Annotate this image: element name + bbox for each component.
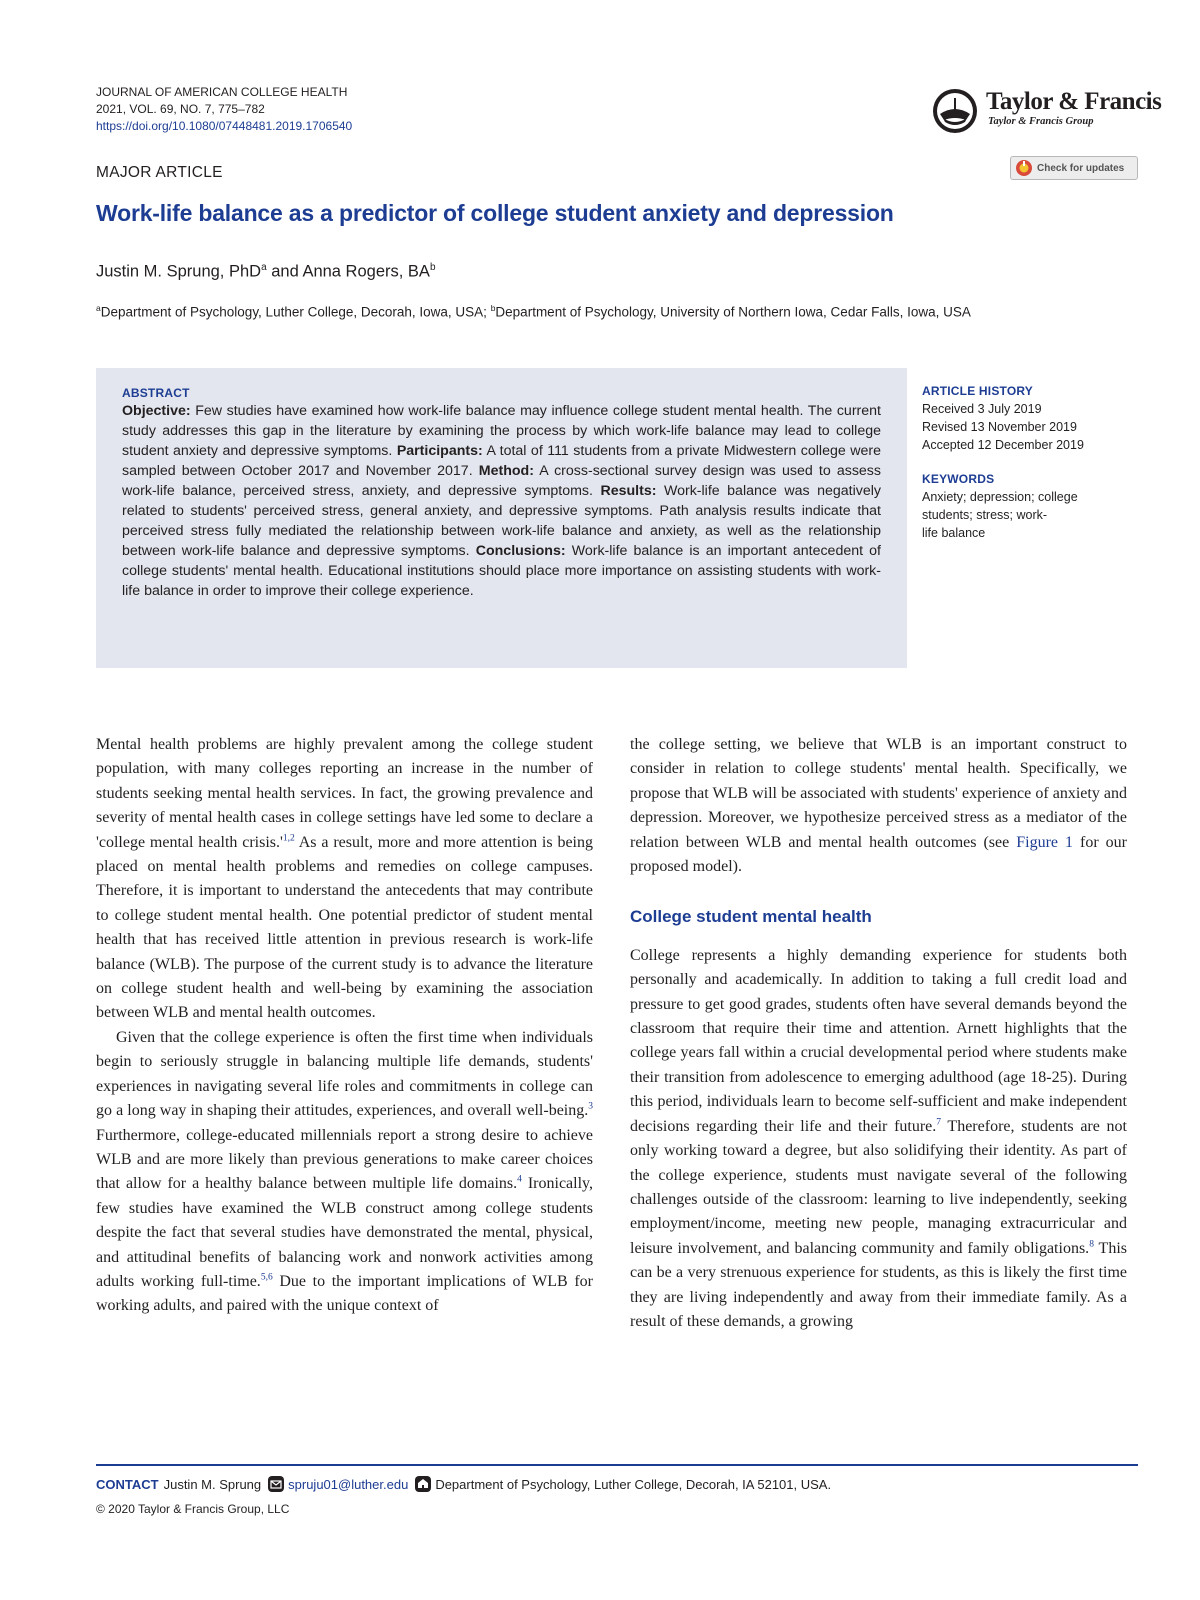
body-text: Furthermore, college-educated millennials report a strong desire to achieve WLB and are more likely than previous generations to make career choices that allow for a healthy balance between multiple life domains. [96, 1126, 593, 1193]
abstract-sentence: Few studies have examined how work-life balance may influence college student mental health. The current study addresses this gap in the literature by examining the process by which work-life balance may lead to college student anxiety and depressive symptoms. [122, 403, 881, 459]
body-paragraph [96, 733, 593, 1026]
article-history-heading: ARTICLE HISTORY [922, 384, 1034, 398]
abstract-label: Conclusions: [475, 543, 566, 559]
publisher-name: Taylor & Francis [986, 88, 1162, 115]
contact-email[interactable]: spruju01@luther.edu [288, 1476, 409, 1492]
affiliations [96, 298, 1126, 323]
author-name[interactable]: Justin M. Sprung, PhD [96, 262, 262, 281]
author-name[interactable]: Anna Rogers, BA [302, 262, 430, 281]
citation-ref[interactable]: 3 [588, 1101, 593, 1112]
footer-divider [96, 1464, 1138, 1466]
abstract-label: Participants: [396, 443, 483, 459]
history-revised: Revised 13 November 2019 [922, 420, 1077, 434]
body-text: College represents a highly demanding experience for students both personally and academically. In addition to taking a full credit load and pressure to get good grades, students often have several demands beyond the classroom that require their time and attention. Arnett highlights that the college years fall within a crucial developmental period where students make their transition from adolescence to emerging adulthood (age 18-25). During this period, individuals learn to become self-sufficient and make independent decisions regarding their life and their future. [630, 946, 1127, 1135]
abstract-sentence: A cross-sectional survey design was used to assess work-life balance, perceived stress, anxiety, and depressive symptoms. [122, 463, 881, 499]
author-list [96, 262, 436, 282]
abstract-heading: ABSTRACT [122, 386, 190, 400]
check-updates-button[interactable] [1010, 156, 1138, 180]
body-text: Due to the important implications of WLB for working adults, and paired with the unique context of [96, 1272, 594, 1315]
affiliation-marker: a [96, 303, 101, 313]
keywords-heading: KEYWORDS [922, 472, 995, 486]
section-heading: College student mental health [630, 907, 872, 927]
abstract-label: Method: [478, 463, 534, 479]
affiliation-marker: b [490, 303, 496, 313]
keywords-line: Anxiety; depression; college [922, 490, 1078, 504]
keywords-line: life balance [922, 526, 986, 540]
abstract-sentence: Work-life balance is an important antecedent of college students' mental health. Educational institutions should place more importance on assisting students with work-life balance in order to improve their college experience. [122, 543, 882, 599]
body-text: Given that the college experience is often the first time when individuals begin to seriously struggle in balancing multiple life demands, students' experiences in navigating several life roles and commitments in college can go a long way in shaping their attitudes, experiences, and overall well-being. [96, 1028, 593, 1120]
affiliation-text: Department of Psychology, University of Northern Iowa, Cedar Falls, Iowa, USA [495, 304, 971, 320]
citation-ref[interactable]: 4 [517, 1174, 522, 1185]
contact-line [96, 1476, 831, 1492]
email-icon [268, 1476, 284, 1492]
section-label: MAJOR ARTICLE [96, 164, 223, 181]
journal-volume: 2021, VOL. 69, NO. 7, 775–782 [96, 102, 265, 116]
taylor-francis-logo-icon [930, 86, 980, 136]
body-text: for our proposed model). [630, 833, 1127, 876]
citation-ref[interactable]: 1,2 [282, 833, 295, 844]
check-updates-icon [1015, 159, 1033, 177]
abstract-sentence: Work-life balance was negatively related to students' perceived stress, general anxiety, and depressive symptoms. Path analysis results indicate that perceived stress fully mediated the relationship between work-life balance and anxiety, as well as the relationship between work-life balance and depressive symptoms. [122, 483, 881, 559]
body-text: Therefore, students are not only working toward a degree, but also solidifying their identity. As part of the college experience, students must navigate several of the following challenges outside of the classroom: learning to live independently, seeking employment/income, meeting new people, managing extracurricular and leisure involvement, and balancing community and family obligations. [630, 1117, 1127, 1257]
address-icon [415, 1476, 431, 1492]
affiliation-text: Department of Psychology, Luther College, Decorah, Iowa, USA; [100, 304, 491, 320]
body-text: Mental health problems are highly prevalent among the college student population, with many colleges reporting an increase in the number of students seeking mental health services. In fact, the growing prevalence and severity of mental health cases in college settings have led some to declare a 'college mental health crisis.' [96, 736, 593, 851]
body-text: Ironically, few studies have examined the WLB construct among college students despite the fact that several studies have demonstrated the mental, physical, and attitudinal benefits of balancing work and nonwork activities among adults working full-time. [96, 1175, 593, 1290]
history-accepted: Accepted 12 December 2019 [922, 438, 1084, 452]
keywords-line: students; stress; work- [922, 508, 1048, 522]
citation-ref[interactable]: 5,6 [260, 1272, 273, 1283]
body-paragraph [630, 944, 1127, 1335]
abstract-text [122, 401, 881, 601]
doi-link[interactable]: https://doi.org/10.1080/07448481.2019.1706540 [96, 119, 353, 133]
journal-header [96, 84, 352, 135]
body-text: This can be a very strenuous experience for students, as this is likely the first time they are living independently and away from their immediate family. As a result of these demands, a growing [630, 1239, 1128, 1330]
abstract-sentence: A total of 111 students from a private Midwestern college were sampled between October 2017 and November 2017. [122, 443, 881, 479]
body-text: As a result, more and more attention is being placed on mental health problems and remedies on college campuses. Therefore, it is important to understand the antecedents that may contribute to college student mental health. One potential predictor of student mental health that has received little attention in previous research is work-life balance (WLB). The purpose of the current study is to advance the literature on college student health and well-being by examining the association between WLB and mental health outcomes. [96, 833, 593, 1022]
contact-address: Department of Psychology, Luther College, Decorah, IA 52101, USA. [435, 1476, 832, 1492]
affiliation-marker: a [261, 262, 267, 273]
contact-label: CONTACT [96, 1476, 159, 1492]
body-paragraph [630, 733, 1127, 879]
check-updates-label: Check for updates [1037, 162, 1125, 174]
publisher-logo[interactable] [930, 86, 1162, 136]
author-separator: and [266, 262, 303, 281]
abstract-label: Objective: [122, 403, 191, 419]
body-column-left [96, 733, 593, 1319]
body-paragraph [96, 1026, 593, 1319]
citation-ref[interactable]: 8 [1089, 1239, 1094, 1250]
body-column-right [630, 733, 1127, 1334]
affiliation-marker: b [429, 262, 436, 273]
abstract-label: Results: [600, 483, 657, 499]
copyright-notice: © 2020 Taylor & Francis Group, LLC [96, 1502, 290, 1516]
contact-name: Justin M. Sprung [163, 1476, 262, 1492]
journal-name: JOURNAL OF AMERICAN COLLEGE HEALTH [96, 85, 348, 99]
article-title: Work-life balance as a predictor of college student anxiety and depression [96, 200, 894, 226]
figure-link[interactable]: Figure 1 [1016, 833, 1074, 851]
history-received: Received 3 July 2019 [922, 402, 1042, 416]
body-text: the college setting, we believe that WLB is an important construct to consider in relation to college students' mental health. Specifically, we propose that WLB will be associated with students' experience of anxiety and depression. Moreover, we hypothesize perceived stress as a mediator of the relation between WLB and mental health outcomes (see [630, 736, 1127, 851]
citation-ref[interactable]: 7 [936, 1117, 942, 1128]
abstract-box [96, 368, 907, 668]
publisher-group: Taylor & Francis Group [988, 116, 1094, 127]
article-sidebar [922, 384, 1137, 542]
